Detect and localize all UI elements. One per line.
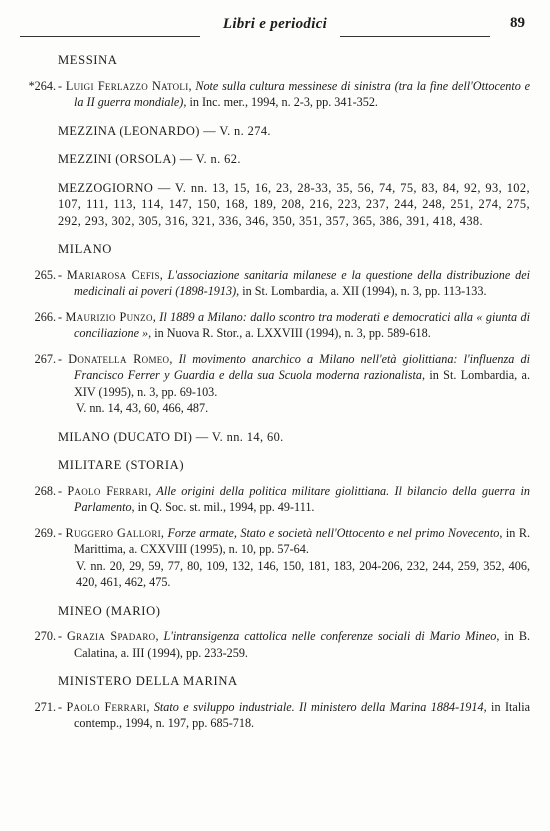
bibliography-entry: *264. - Luigi Ferlazzo Natoli, Note sulla cultura messinese di sinistra (tra la fine dell'Ottocento e la II guerra mondiale), in Inc. mer., 1994, n. 2-3, pp. 341-352. (20, 78, 530, 111)
entry-citation: , in R. Marittima, a. CXXVIII (1995), n. 10, pp. 57-64. (74, 525, 530, 556)
running-title: Libri e periodici (222, 16, 328, 32)
entry-title: Il 1889 a Milano: dallo scontro tra moderati e democratici alla « giunta di conciliazione » (74, 309, 531, 340)
bibliography-entry: 267. - Donatella Romeo, Il movimento anarchico a Milano nell'età giolittiana: l'influenza di Francisco Ferrer y Guardia e della sua Scuola moderna razionalista, in St. Lombardia, a. XIV (1995), n. 3, pp. 69-103. (20, 351, 530, 401)
entry-title: L'intransigenza cattolica nelle conferenze sociali di Mario Mineo (163, 629, 497, 643)
entry-number: 271. (34, 699, 56, 714)
entry-title: Forze armate, Stato e società nell'Ottocento e nel primo Novecento (167, 525, 500, 540)
entry-number: 269. (34, 525, 56, 540)
entry-number: 266. (34, 309, 56, 324)
section-heading: MINEO (MARIO) (58, 603, 161, 618)
section-heading: MESSINA (58, 53, 118, 67)
entry-author: Paolo Ferrari (66, 699, 147, 714)
entry-title: Alle origini della politica militare giolittiana. Il bilancio della guerra in Parlamento (74, 483, 530, 514)
entry-number: 265. (34, 267, 56, 282)
entry-author: Mariarosa Cefis (66, 267, 160, 282)
cross-reference: MEZZOGIORNO — V. nn. 13, 15, 16, 23, 28-33, 35, 56, 74, 75, 83, 84, 92, 93, 102, 107, 111, 113, 114, 147, 150, 168, 189, 208, 216, 223, 237, 244, 248, 251, 274, 275, 292, 293, 302, 305, 316, 321, 336, 346, 350, 351, 357, 365, 386, 391, 418, 438. (58, 180, 530, 228)
section-heading: MINISTERO DELLA MARINA (58, 674, 238, 688)
section-heading: MILANO (58, 242, 112, 256)
bibliography-entry: 270. - Grazia Spadaro, L'intransigenza cattolica nelle conferenze sociali di Mario Mineo, in B. Calatina, a. III (1994), pp. 233-259. (20, 628, 530, 661)
entry-author: Grazia Spadaro (67, 629, 156, 643)
entry-citation: , in Italia contemp., 1994, n. 197, pp. 685-718. (74, 699, 530, 730)
entry-citation: , in St. Lombardia, a. XIV (1995), n. 3, pp. 69-103. (74, 368, 530, 399)
entry-author: Paolo Ferrari (67, 483, 149, 498)
entry-title: Stato e sviluppo industriale. Il ministero della Marina 1884-1914 (153, 699, 484, 714)
bibliography-entry: 271. - Paolo Ferrari, Stato e sviluppo industriale. Il ministero della Marina 1884-1914, in Italia contemp., 1994, n. 197, pp. 685-718. (20, 699, 530, 732)
entry-number: 267. (34, 351, 56, 366)
entry-author: Ruggero Gallori (65, 525, 161, 540)
entry-title: Il movimento anarchico a Milano nell'età giolittiana: l'influenza di Francisco Ferrer y Guardia e della sua Scuola moderna razionalista (74, 351, 531, 382)
see-also: V. nn. 14, 43, 60, 466, 487. (76, 401, 209, 415)
header-rule-right (340, 36, 490, 37)
entry-citation: , in Inc. mer., 1994, n. 2-3, pp. 341-352. (183, 95, 378, 109)
page-number: 89 (510, 15, 525, 31)
entry-author: Donatella Romeo (68, 351, 170, 366)
bibliography-entry: 269. - Ruggero Gallori, Forze armate, Stato e società nell'Ottocento e nel primo Novecento, in R. Marittima, a. CXXVIII (1995), n. 10, pp. 57-64. (20, 525, 530, 558)
entry-title: Note sulla cultura messinese di sinistra (tra la fine dell'Ottocento e la II guerra mondiale) (74, 78, 531, 109)
entry-number: *264. (28, 78, 56, 93)
cross-reference: MEZZINI (ORSOLA) — V. n. 62. (58, 152, 241, 166)
entry-author: Maurizio Punzo (65, 309, 153, 324)
section-heading: MILITARE (STORIA) (58, 458, 185, 472)
bibliography-entry: 268. - Paolo Ferrari, Alle origini della politica militare giolittiana. Il bilancio della guerra in Parlamento, in Q. Soc. st. mil., 1994, pp. 49-111. (20, 483, 530, 516)
cross-reference: MEZZINA (LEONARDO) — V. n. 274. (58, 123, 271, 138)
page-header (20, 14, 525, 40)
entry-citation: , in Q. Soc. st. mil., 1994, pp. 49-111. (131, 500, 315, 514)
entry-citation: , in St. Lombardia, a. XII (1994), n. 3, pp. 113-133. (236, 284, 487, 298)
entry-title: L'associazione sanitaria milanese e la questione della distribuzione dei medicinali ai poveri (1898-1913) (74, 267, 531, 298)
entry-number: 268. (34, 483, 56, 498)
see-also: V. nn. 20, 29, 59, 77, 80, 109, 132, 146, 150, 181, 183, 204-206, 232, 244, 259, 352, 406, 420, 461, 462, 475. (76, 558, 530, 589)
bibliography-entry: 265. - Mariarosa Cefis, L'associazione sanitaria milanese e la questione della distribuzione dei medicinali ai poveri (1898-1913), in St. Lombardia, a. XII (1994), n. 3, pp. 113-133. (20, 267, 530, 300)
bibliography-entry: 266. - Maurizio Punzo, Il 1889 a Milano: dallo scontro tra moderati e democratici alla « giunta di conciliazione », in Nuova R. Stor., a. LXXVIII (1994), n. 3, pp. 589-618. (20, 309, 530, 342)
bibliography-list (20, 52, 530, 732)
header-rule-left (20, 36, 200, 37)
cross-reference: MILANO (DUCATO DI) — V. nn. 14, 60. (58, 429, 284, 444)
entry-citation: , in Nuova R. Stor., a. LXXVIII (1994), n. 3, pp. 589-618. (148, 326, 431, 340)
entry-number: 270. (34, 629, 56, 643)
entry-author: Luigi Ferlazzo Natoli (65, 78, 189, 93)
entry-citation: , in B. Calatina, a. III (1994), pp. 233-259. (74, 629, 531, 660)
